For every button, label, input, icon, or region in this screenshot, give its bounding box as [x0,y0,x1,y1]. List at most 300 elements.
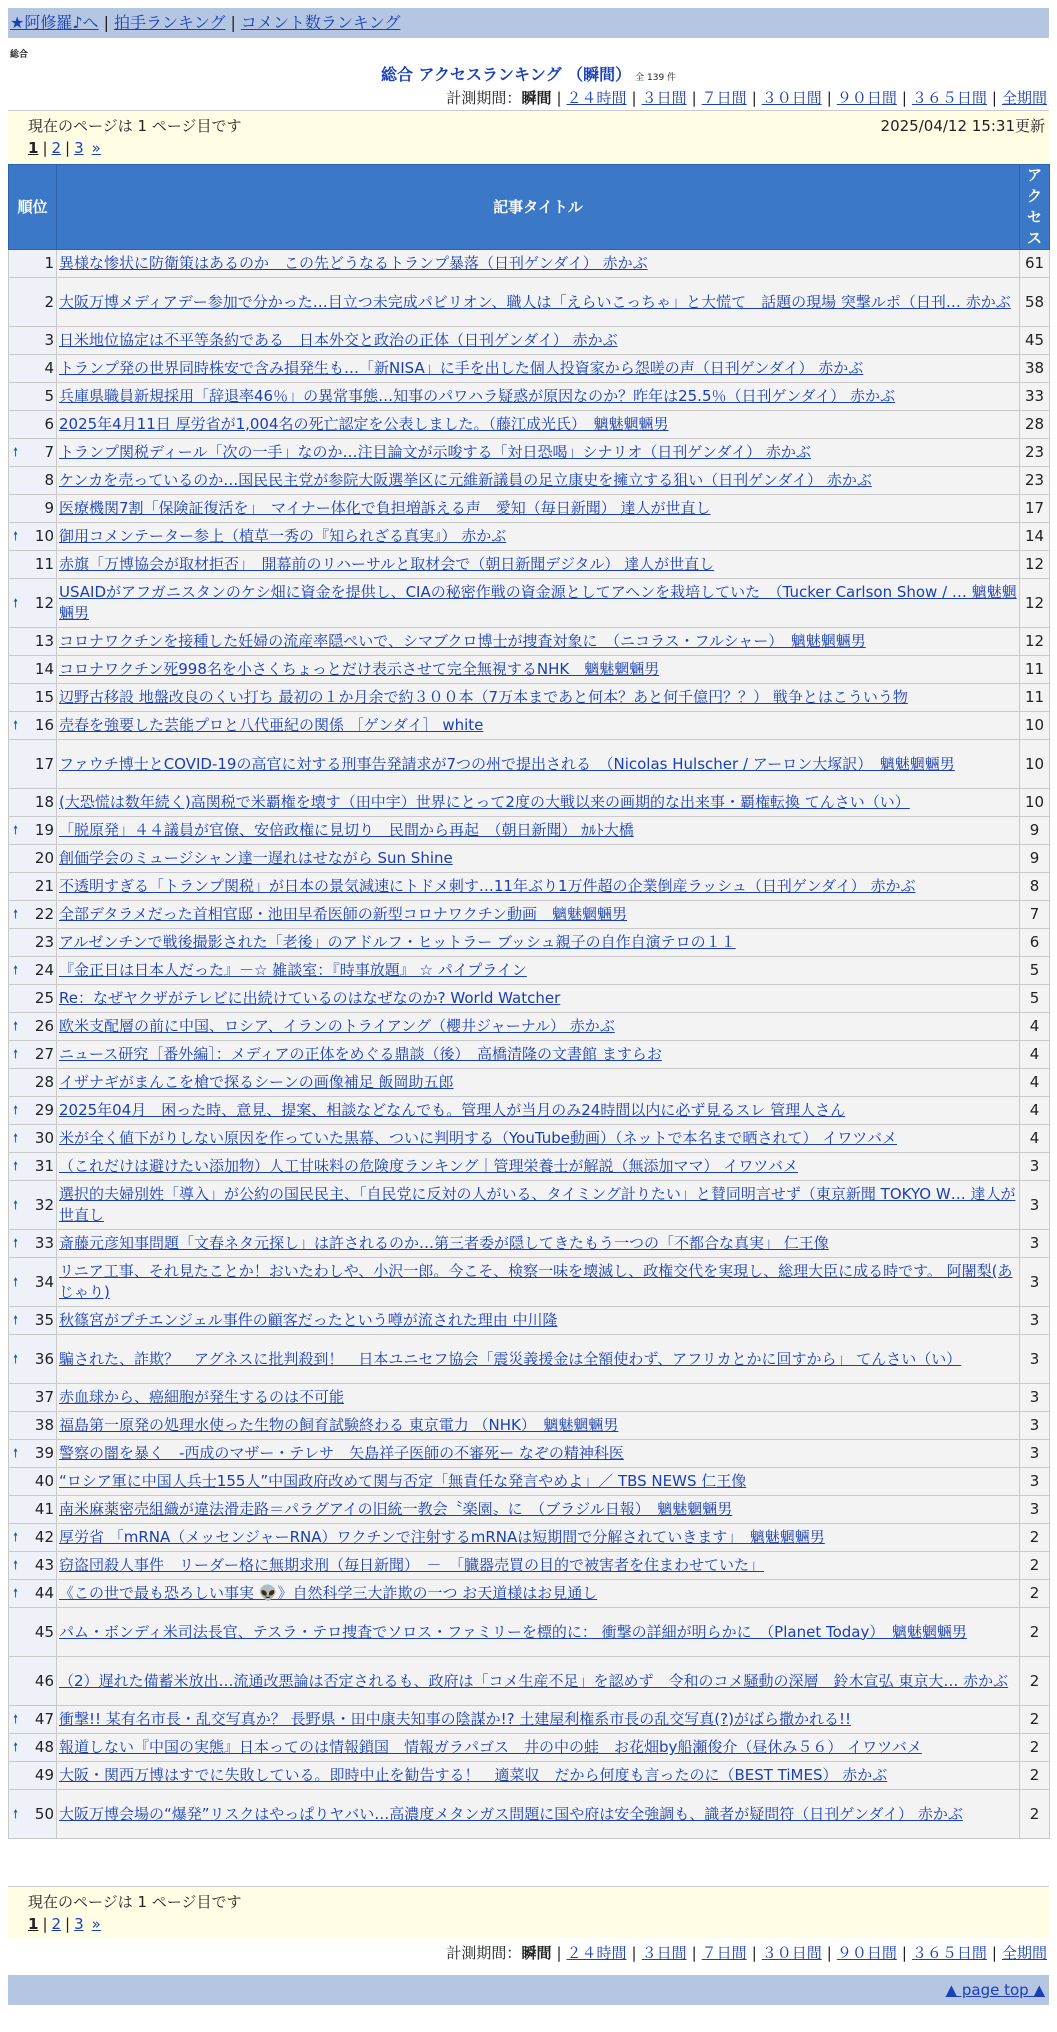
current-page-text: 現在のページは 1 ページ目です [28,1893,242,1911]
table-row [9,1734,1050,1762]
article-title-link[interactable]: トランプ発の世界同時株安で含み損発生も…「新NISA」に手を出した個人投資家から怨嗟の声（日刊ゲンダイ） 赤かぶ [59,359,864,377]
table-row [9,1181,1050,1230]
title-cell [57,495,1020,523]
article-title-link[interactable]: 大阪万博メディアデー参加で分かった…目立つ未完成パビリオン、職人は「えらいこっちゃ」と大慌て 話題の現場 突撃ルポ（日刊… 赤かぶ [59,292,1011,311]
up-arrow-icon: 🠕 [13,1530,19,1544]
title-cell [57,1258,1020,1307]
rank-cell [9,1790,57,1839]
access-count: 12 [1020,579,1050,628]
table-row [9,1125,1050,1153]
rank-cell [9,1706,57,1734]
rank-cell [9,1153,57,1181]
page-top-link[interactable]: ▲ page top ▲ [945,1981,1045,1999]
ranking-table [8,164,1050,1839]
table-row [9,1258,1050,1307]
rank-number: 9 [44,499,54,517]
table-row [9,656,1050,684]
nav-link-comment-ranking[interactable]: コメント数ランキング [240,13,401,32]
access-count: 3 [1020,1335,1050,1384]
period-30d[interactable]: ３０日間 [761,1944,822,1962]
access-count: 4 [1020,1069,1050,1097]
access-count: 12 [1020,628,1050,656]
period-90d[interactable]: ９０日間 [836,89,897,107]
nav-link-applause-ranking[interactable]: 拍手ランキング [113,13,226,32]
title-cell [57,355,1020,383]
rank-cell [9,985,57,1013]
table-row [9,1657,1050,1706]
rank-cell [9,873,57,901]
table-row [9,1230,1050,1258]
title-cell [57,278,1020,327]
title-cell [57,383,1020,411]
rank-cell [9,278,57,327]
access-count: 2 [1020,1762,1050,1790]
rank-number: 24 [34,961,54,979]
article-title-link[interactable]: ファウチ博士とCOVID-19の高官に対する刑事告発請求が7つの州で提出される （Nicolas Hulscher / アーロン大塚訳） 魑魅魍魎男 [59,754,955,773]
rank-number: 4 [44,359,54,377]
table-row [9,278,1050,327]
title-cell [57,439,1020,467]
rank-number: 42 [34,1528,54,1546]
period-current: 瞬間 [521,1944,552,1962]
up-arrow-icon: 🠕 [13,1586,19,1600]
table-row [9,985,1050,1013]
article-title-link[interactable]: 創価学会のミュージシャン達一遅れはせながら Sun Shine [59,849,453,867]
access-count: 4 [1020,1041,1050,1069]
section-label: 総合 [10,50,29,60]
nav-link-asyura-home[interactable]: ★阿修羅♪へ [10,13,99,32]
up-arrow-icon: 🠕 [13,595,19,610]
rank-number: 31 [34,1157,54,1175]
page-link-3[interactable]: 3 [74,1915,84,1933]
total-count: 全 139 件 [635,73,677,83]
rank-cell [9,684,57,712]
rank-number: 15 [34,688,54,706]
rank-cell [9,355,57,383]
rank-number: 41 [34,1500,54,1518]
article-title-link[interactable]: 斎藤元彦知事問題「文春ネタ元探し」は許されるのか…第三者委が隠してきたもう一つの「不都合な真実」 仁王像 [59,1234,829,1252]
rank-cell [9,929,57,957]
title-cell [57,1657,1020,1706]
article-title-link[interactable]: ケンカを売っているのか…国民民主党が参院大阪選挙区に元維新議員の足立康史を擁立する狙い（日刊ゲンダイ） 赤かぶ [59,471,872,489]
rank-cell [9,467,57,495]
rank-cell [9,1069,57,1097]
access-count: 3 [1020,1153,1050,1181]
rank-cell [9,1734,57,1762]
page-link-2[interactable]: 2 [51,1915,62,1933]
article-title-link[interactable]: リニア工事、それ見たことか！おいたわしや、小沢一郎。今こそ、検察一味を壊滅し、政権交代を実現し、総理大臣に成る時です。 阿闍梨(あじゃり) [59,1262,1013,1301]
table-row [9,1335,1050,1384]
rank-cell [9,1041,57,1069]
rank-cell [9,327,57,355]
title-cell [57,985,1020,1013]
access-count: 10 [1020,740,1050,789]
access-count: 61 [1020,250,1050,278]
rank-number: 8 [44,471,54,489]
article-title-link[interactable]: 全部デタラメだった首相官邸・池田早希医師の新型コロナワクチン動画 魑魅魍魎男 [59,905,628,923]
rank-number: 2 [44,292,54,311]
table-row [9,1041,1050,1069]
title-cell [57,1097,1020,1125]
rank-cell [9,845,57,873]
access-count: 33 [1020,383,1050,411]
period-all[interactable]: 全期間 [1001,1944,1047,1962]
access-count: 3 [1020,1440,1050,1468]
page-link-3[interactable]: 3 [74,139,84,157]
rank-number: 19 [34,821,54,839]
rank-number: 30 [34,1129,54,1147]
access-count: 3 [1020,1181,1050,1230]
table-row [9,551,1050,579]
rank-number: 29 [34,1101,54,1119]
rank-cell [9,1657,57,1706]
article-title-link[interactable]: 「脱原発」４４議員が官僚、安倍政権に見切り 民間から再起 （朝日新聞） ｶﾙﾄ大橋 [59,821,634,839]
rank-cell [9,523,57,551]
article-title-link[interactable]: 大阪・関西万博はすでに失敗している。即時中止を勧告する！ 適菜収 だから何度も言ったのに（BEST TiMES） 赤かぶ [59,1766,888,1784]
rank-cell [9,712,57,740]
rank-cell [9,495,57,523]
rank-cell [9,1552,57,1580]
article-title-link[interactable]: 米が全く値下がりしない原因を作っていた黒幕、ついに判明する（YouTube動画）（ネットで本名まで晒されて） イワツバメ [59,1129,897,1147]
rank-cell [9,957,57,985]
nav-separator: | [230,13,236,32]
table-row [9,250,1050,278]
up-arrow-icon: 🠕 [13,1103,19,1117]
rank-cell [9,1125,57,1153]
access-count: 5 [1020,957,1050,985]
rank-number: 37 [34,1388,54,1406]
table-row [9,740,1050,789]
article-title-link[interactable]: 秋篠宮がプチエンジェル事件の顧客だったという噂が流された理由 中川隆 [59,1311,558,1329]
access-count: 11 [1020,684,1050,712]
rank-number: 18 [34,793,54,811]
title-cell [57,873,1020,901]
title-cell [57,1706,1020,1734]
page-current: 1 [28,139,39,157]
article-title-link[interactable]: 騙された、詐欺？ アグネスに批判殺到！ 日本ユニセフ協会「震災義援金は全額使わず、アフリカとかに回すから」 てんさい（い） [59,1349,962,1368]
title-cell [57,740,1020,789]
article-title-link[interactable]: 医療機関7割「保険証復活を」 マイナー体化で負担増訴える声 愛知（毎日新聞） 達人が世直し [59,499,711,517]
page-link-2[interactable]: 2 [51,139,62,157]
access-count: 2 [1020,1706,1050,1734]
table-row [9,1496,1050,1524]
access-count: 4 [1020,1013,1050,1041]
period-current: 瞬間 [521,89,552,107]
article-title-link[interactable]: ニュース研究［番外編］：メディアの正体をめぐる鼎談（後） 高橋清隆の文書館 ますらお [59,1045,662,1063]
article-title-link[interactable]: 不透明すぎる「トランプ関税」が日本の景気減速にトドメ刺す…11年ぶり1万件超の企業倒産ラッシュ（日刊ゲンダイ） 赤かぶ [59,877,916,895]
rank-cell [9,1013,57,1041]
period-365d[interactable]: ３６５日間 [911,1944,987,1962]
rank-number: 46 [34,1671,54,1690]
access-count: 28 [1020,411,1050,439]
rank-cell [9,1307,57,1335]
page-next[interactable]: » [91,1915,101,1933]
article-title-link[interactable]: 赤血球から、癌細胞が発生するのは不可能 [59,1388,345,1406]
article-title-link[interactable]: 売春を強要した芸能プロと八代亜紀の関係 ［ゲンダイ］ white [59,716,484,734]
rank-cell [9,1468,57,1496]
updated-timestamp: 2025/04/12 15:31更新 [880,117,1045,135]
up-arrow-icon: 🠕 [13,1019,19,1033]
access-count: 3 [1020,1496,1050,1524]
top-nav-bar [8,8,1049,38]
table-row [9,1440,1050,1468]
access-count: 17 [1020,495,1050,523]
article-title-link[interactable]: （これだけは避けたい添加物）人工甘味料の危険度ランキング｜管理栄養士が解説（無添加ママ） イワツバメ [59,1157,799,1175]
rank-cell [9,1384,57,1412]
up-arrow-icon: 🠕 [13,1558,19,1572]
table-row [9,628,1050,656]
up-arrow-icon: 🠕 [13,1806,19,1821]
title-cell [57,789,1020,817]
table-header-row [9,165,1050,250]
period-7d[interactable]: ７日間 [701,89,747,107]
table-row [9,957,1050,985]
up-arrow-icon: 🠕 [13,1131,19,1145]
article-title-link[interactable]: 日米地位協定は不平等条約である 日本外交と政治の正体（日刊ゲンダイ） 赤かぶ [59,331,618,349]
table-row [9,845,1050,873]
rank-number: 27 [34,1045,54,1063]
article-title-link[interactable]: 『金正日は日本人だった』－☆ 雑談室：『時事放題』 ☆ パイプライン [59,961,527,979]
up-arrow-icon: 🠕 [13,1351,19,1366]
rank-number: 32 [34,1195,54,1214]
table-row [9,1790,1050,1839]
rank-number: 33 [34,1234,54,1252]
title-cell [57,1307,1020,1335]
rank-cell [9,1580,57,1608]
access-count: 12 [1020,551,1050,579]
rank-number: 40 [34,1472,54,1490]
rank-cell [9,383,57,411]
rank-number: 11 [34,555,54,573]
ranking-title: 総合 アクセスランキング （瞬間） [380,65,632,84]
pagination-bottom [8,1886,1049,1938]
rank-number: 38 [34,1416,54,1434]
table-row [9,355,1050,383]
rank-cell [9,579,57,628]
article-title-link[interactable]: 兵庫県職員新規採用「辞退率46％」の異常事態…知事のパワハラ疑惑が原因なのか？昨年は25.5％（日刊ゲンダイ） 赤かぶ [59,387,896,405]
rank-cell [9,740,57,789]
article-title-link[interactable]: 2025年04月 困った時、意見、提案、相談などなんでも。管理人が当月のみ24時間以内に必ず見るスレ 管理人さん [59,1101,846,1119]
period-24h[interactable]: ２４時間 [566,89,627,107]
title-cell [57,1384,1020,1412]
rank-number: 6 [44,415,54,433]
table-row [9,929,1050,957]
title-cell [57,1230,1020,1258]
title-cell [57,1790,1020,1839]
period-3d[interactable]: ３日間 [641,89,687,107]
table-row [9,684,1050,712]
bottom-bar [8,1975,1049,2005]
title-cell [57,929,1020,957]
rank-cell [9,250,57,278]
access-count: 10 [1020,789,1050,817]
up-arrow-icon: 🠕 [13,718,19,732]
article-title-link[interactable]: 大阪万博会場の“爆発”リスクはやっぱりヤバい…高濃度メタンガス問題に国や府は安全強調も、識者が疑問符（日刊ゲンダイ） 赤かぶ [59,1804,963,1823]
rank-number: 10 [34,527,54,545]
title-cell [57,1608,1020,1657]
title-cell [57,1013,1020,1041]
article-title-link[interactable]: トランプ関税ディール「次の一手」なのか…注目論文が示唆する「対日恐喝」シナリオ（日刊ゲンダイ） 赤かぶ [59,443,811,461]
access-count: 7 [1020,901,1050,929]
header-access: アクセス [1020,165,1050,250]
access-count: 6 [1020,929,1050,957]
article-title-link[interactable]: 警察の闇を暴く -西成のマザー・テレサ 矢島祥子医師の不審死ー なぞの精神科医 [59,1444,624,1462]
up-arrow-icon: 🠕 [13,823,19,837]
rank-cell [9,1524,57,1552]
up-arrow-icon: 🠕 [13,1446,19,1460]
title-cell [57,957,1020,985]
rank-number: 1 [44,254,54,272]
title-cell [57,1069,1020,1097]
access-count: 3 [1020,1468,1050,1496]
table-row [9,1580,1050,1608]
article-title-link[interactable]: （2）遅れた備蓄米放出…流通改悪論は否定されるも、政府は「コメ生産不足」を認めず 令和のコメ騒動の深層 鈴木宣弘 東京大… 赤かぶ [59,1671,1009,1690]
article-title-link[interactable]: 厚労省 「mRNA（メッセンジャーRNA）ワクチンで注射するmRNAは短期間で分解されていきます」 魑魅魍魎男 [59,1528,825,1546]
table-row [9,1013,1050,1041]
article-title-link[interactable]: Re：なぜヤクザがテレビに出続けているのはなぜなのか? World Watcher [59,989,561,1007]
access-count: 2 [1020,1524,1050,1552]
period-3d[interactable]: ３日間 [641,1944,687,1962]
up-arrow-icon: 🠕 [13,1313,19,1327]
article-title-link[interactable]: 福島第一原発の処理水使った生物の飼育試験終わる 東京電力 （NHK） 魑魅魍魎男 [59,1416,619,1434]
table-row [9,579,1050,628]
header-rank: 順位 [9,165,57,250]
rank-cell [9,551,57,579]
rank-number: 21 [34,877,54,895]
article-title-link[interactable]: アルゼンチンで戦後撮影された「老後」のアドルフ・ヒットラー ブッシュ親子の自作自演テロの１１ [59,933,736,951]
rank-number: 34 [34,1272,54,1291]
table-row [9,1762,1050,1790]
article-title-link[interactable]: 2025年4月11日 厚労省が1,004名の死亡認定を公表しました。（藤江成光氏） 魑魅魍魎男 [59,415,669,433]
period-90d[interactable]: ９０日間 [836,1944,897,1962]
rank-cell [9,1258,57,1307]
up-arrow-icon: 🠕 [13,963,19,977]
article-title-link[interactable]: 南米麻薬密売組織が違法滑走路＝パラグアイの旧統一教会〝楽園〟に （ブラジル日報） 魑魅魍魎男 [59,1500,733,1518]
title-cell [57,523,1020,551]
access-count: 11 [1020,656,1050,684]
rank-cell [9,1412,57,1440]
article-title-link[interactable]: 辺野古移設 地盤改良のくい打ち 最初の１か月余で約３００本（7万本まであと何本？あと何千億円？？） 戦争とはこういう物 [59,688,908,706]
rank-number: 14 [34,660,54,678]
article-title-link[interactable]: 衝撃!! 某有名市長・乱交写真か？ 長野県・田中康夫知事の陰謀か!? 土建屋利権系市長の乱交写真(?)がばら撒かれる!! [59,1710,852,1728]
period-selector-top: 計測期間：瞬間 | ２４時間 | ３日間 | ７日間 | ３０日間 | ９０日間 | ３６５日間 | 全期間 [446,89,1047,107]
table-row [9,1608,1050,1657]
title-cell [57,1440,1020,1468]
rank-number: 28 [34,1073,54,1091]
title-cell [57,845,1020,873]
rank-number: 49 [34,1766,54,1784]
title-cell [57,1181,1020,1230]
period-24h[interactable]: ２４時間 [566,1944,627,1962]
period-30d[interactable]: ３０日間 [761,89,822,107]
access-count: 9 [1020,817,1050,845]
up-arrow-icon: 🠕 [13,1197,19,1212]
rank-cell [9,817,57,845]
rank-cell [9,411,57,439]
page-links: 1 | 2 | 3 » [28,139,101,157]
access-count: 2 [1020,1608,1050,1657]
rank-number: 48 [34,1738,54,1756]
rank-number: 43 [34,1556,54,1574]
rank-number: 13 [34,632,54,650]
title-cell [57,656,1020,684]
title-cell [57,817,1020,845]
period-365d[interactable]: ３６５日間 [911,89,987,107]
access-count: 2 [1020,1552,1050,1580]
access-count: 2 [1020,1734,1050,1762]
article-title-link[interactable]: 《この世で最も恐ろしい事実 👽》自然科学三大詐欺の一つ お天道様はお見通し [59,1584,598,1602]
title-cell [57,1496,1020,1524]
page-links: 1 | 2 | 3 » [28,1915,101,1933]
access-count: 58 [1020,278,1050,327]
access-count: 10 [1020,712,1050,740]
rank-cell [9,656,57,684]
article-title-link[interactable]: コロナワクチン死998名を小さくちょっとだけ表示させて完全無視するNHK 魑魅魍魎男 [59,660,660,678]
title-cell [57,327,1020,355]
title-cell [57,1153,1020,1181]
rank-number: 39 [34,1444,54,1462]
table-row [9,1706,1050,1734]
article-title-link[interactable]: USAIDがアフガニスタンのケシ畑に資金を提供し、CIAの秘密作戦の資金源としてアヘンを栽培していた （Tucker Carlson Show / … 魑魅魍魎男 [59,583,1017,622]
table-row [9,817,1050,845]
title-cell [57,684,1020,712]
access-count: 23 [1020,439,1050,467]
rank-number: 45 [34,1622,54,1641]
rank-cell [9,1181,57,1230]
access-count: 4 [1020,1125,1050,1153]
access-count: 23 [1020,467,1050,495]
table-row [9,901,1050,929]
table-row [9,1307,1050,1335]
article-title-link[interactable]: 窃盗団殺人事件 リーダー格に無期求刑（毎日新聞） － 「臓器売買の目的で被害者を住まわせていた」 [59,1556,765,1574]
rank-number: 16 [34,716,54,734]
period-7d[interactable]: ７日間 [701,1944,747,1962]
access-count: 38 [1020,355,1050,383]
access-count: 2 [1020,1580,1050,1608]
nav-separator: | [103,13,109,32]
title-cell [57,1762,1020,1790]
rank-number: 20 [34,849,54,867]
up-arrow-icon: 🠕 [13,1712,19,1726]
article-title-link[interactable]: パム・ボンディ米司法長官、テスラ・テロ捜査でソロス・ファミリーを標的に： 衝撃の詳細が明らかに （Planet Today） 魑魅魍魎男 [59,1622,967,1641]
title-cell [57,411,1020,439]
rank-cell [9,1762,57,1790]
article-title-link[interactable]: 選択的夫婦別姓「導入」が公約の国民民主、「自民党に反対の人がいる、タイミング計りたい」と賛同明言せず（東京新聞 TOKYO W… 達人が世直し [59,1185,1016,1224]
article-title-link[interactable]: “ロシア軍に中国人兵士155人”中国政府改めて関与否定「無責任な発言やめよ」／ TBS NEWS 仁王像 [59,1472,747,1490]
table-row [9,1552,1050,1580]
article-title-link[interactable]: イザナギがまんこを槍で探るシーンの画像補足 飯岡助五郎 [59,1073,454,1091]
period-all[interactable]: 全期間 [1001,89,1047,107]
access-count: 3 [1020,1412,1050,1440]
title-cell [57,901,1020,929]
title-cell [57,467,1020,495]
article-title-link[interactable]: (大恐慌は数年続く)高関税で米覇権を壊す（田中宇）世界にとって2度の大戦以来の画期的な出来事・覇権転換 てんさい（い） [59,793,910,811]
page-next[interactable]: » [91,139,101,157]
article-title-link[interactable]: 異様な惨状に防衛策はあるのか この先どうなるトランプ暴落（日刊ゲンダイ） 赤かぶ [59,254,648,272]
article-title-link[interactable]: コロナワクチンを接種した妊婦の流産率隠ぺいで、シマブクロ博士が捜査対象に （ニコラス・フルシャー） 魑魅魍魎男 [59,632,866,650]
rank-cell [9,1440,57,1468]
article-title-link[interactable]: 欧米支配層の前に中国、ロシア、イランのトライアング（櫻井ジャーナル） 赤かぶ [59,1017,615,1035]
up-arrow-icon: 🠕 [13,529,19,543]
article-title-link[interactable]: 赤旗「万博協会が取材拒否」 開幕前のリハーサルと取材会で（朝日新聞デジタル） 達人が世直し [59,555,715,573]
article-title-link[interactable]: 報道しない『中国の実態』日本ってのは情報鎖国 情報ガラパゴス 井の中の蛙 お花畑by船瀬俊介（昼休み５６） イワツバメ [59,1738,922,1756]
rank-number: 25 [34,989,54,1007]
access-count: 3 [1020,1307,1050,1335]
article-title-link[interactable]: 御用コメンテーター参上（植草一秀の『知られざる真実』） 赤かぶ [59,527,507,545]
table-row [9,873,1050,901]
rank-number: 50 [34,1804,54,1823]
table-row [9,1153,1050,1181]
